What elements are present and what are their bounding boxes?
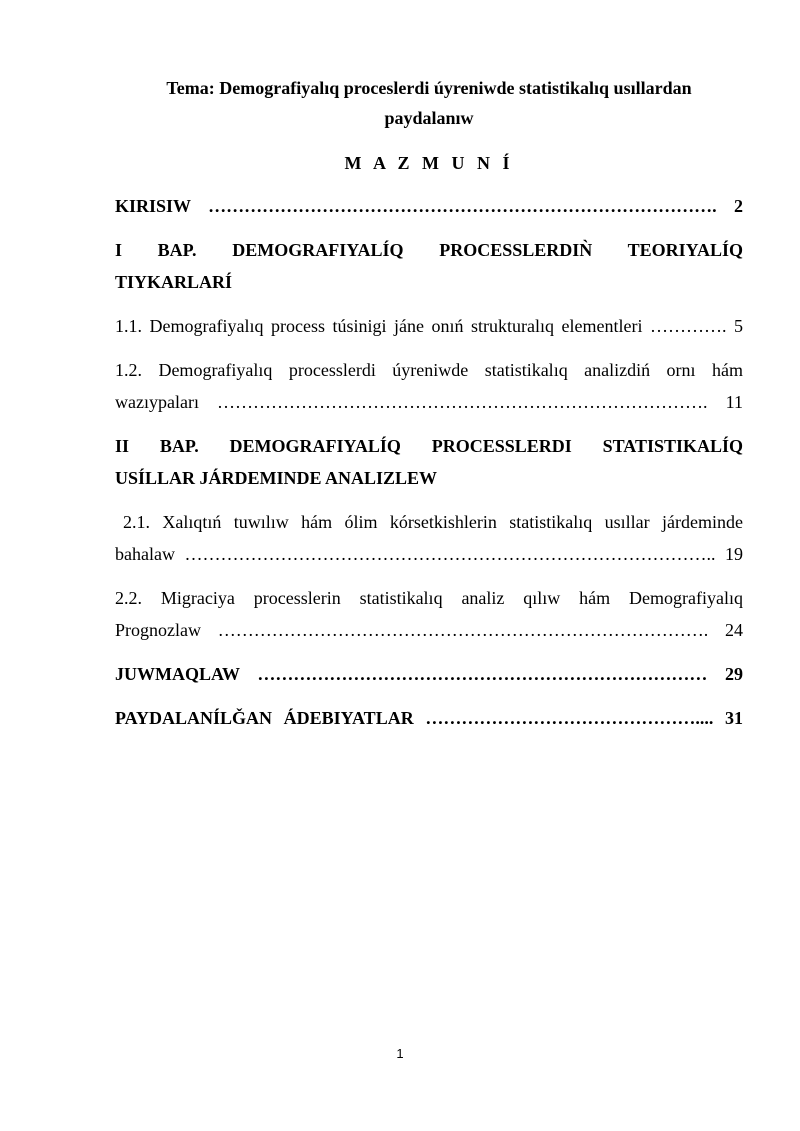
title-line-2: paydalanıw xyxy=(384,108,474,128)
title-line-1: Tema: Demografiyalıq proceslerdi úyreniwde statistikalıq usıllardan xyxy=(166,78,692,98)
toc-entry-1-2: 1.2. Demografiyalıq processlerdi úyreniwde statistikalıq analizdiń ornı hám wazıypaları ………………………………………………………………………. 11 xyxy=(115,360,743,412)
toc-entry-chapter-1: I BAP. DEMOGRAFIYALÍQ PROCESSLERDIǸ TEORIYALÍQ TIYKARLARÍ xyxy=(115,240,743,292)
toc-entry-2-1-cont: bahalaw …………………………………………………………………………….. 19 xyxy=(115,544,743,564)
contents-heading: M A Z M U N Í xyxy=(344,153,514,173)
page-number: 1 xyxy=(396,1046,404,1061)
toc-entry-2-2: 2.2. Migraciya processlerin statistikalıq analiz qılıw hám Demografiyalıq Prognozlaw ………………………………………………………………………. 24 xyxy=(115,588,743,640)
toc-entry-chapter-2: II BAP. DEMOGRAFIYALÍQ PROCESSLERDI STATISTIKALÍQ USÍLLAR JÁRDEMINDE ANALIZLEW xyxy=(115,436,743,488)
table-of-contents xyxy=(115,190,743,734)
toc-entry-juwmaqlaw: JUWMAQLAW ………………………………………………………………… 29 xyxy=(115,664,743,684)
document-title xyxy=(115,73,743,133)
toc-entry-1-1: 1.1. Demografiyalıq process túsinigi jáne onıń strukturalıq elementleri …………. 5 xyxy=(115,316,743,336)
toc-entry-2-1: 2.1. Xalıqtıń tuwılıw hám ólim kórsetkishlerin statistikalıq usıllar járdeminde xyxy=(123,512,743,532)
toc-entry-kirisiw: KIRISIW …………………………………………………………………………. 2 xyxy=(115,196,743,216)
toc-entry-references: PAYDALANÍLǦAN ÁDEBIYATLAR ……………………………………….... 31 xyxy=(115,708,743,728)
